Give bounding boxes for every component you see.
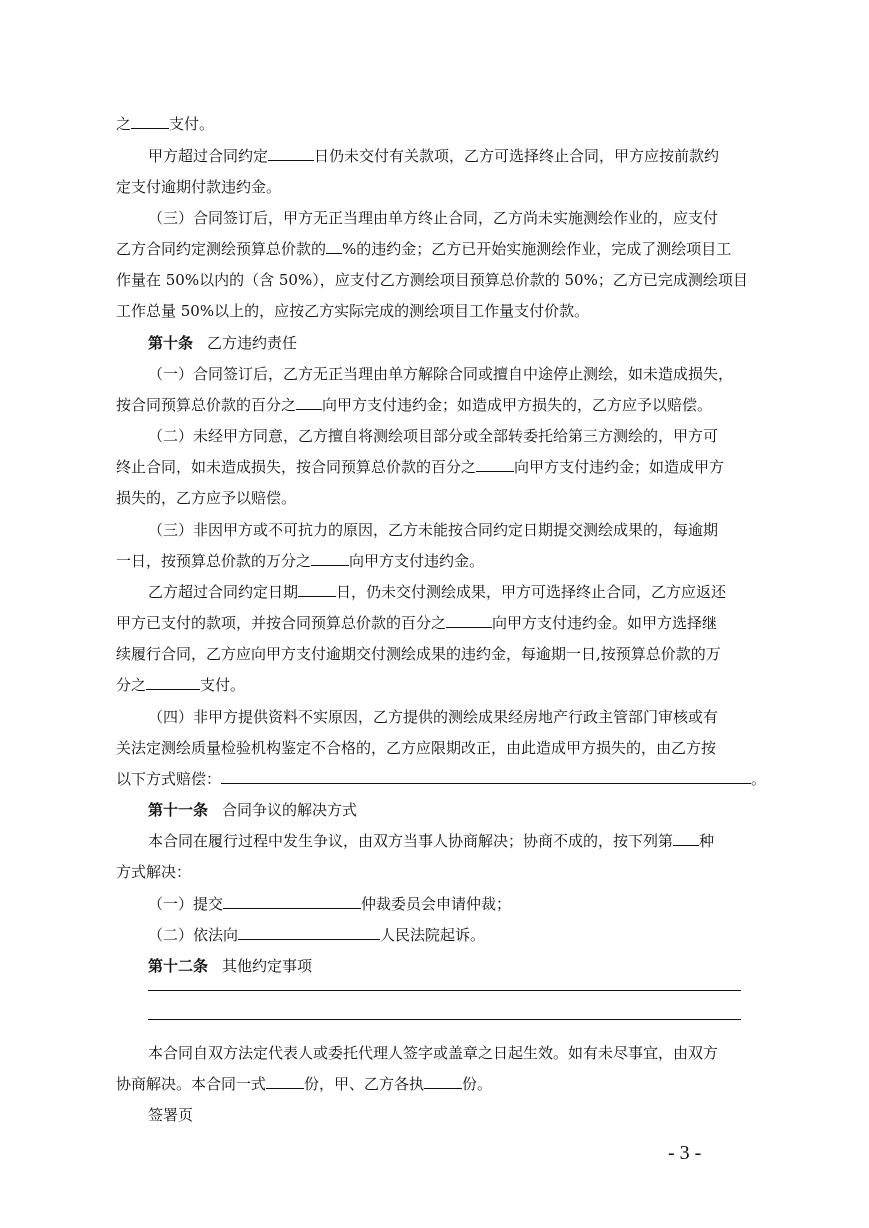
text-line bbox=[116, 639, 721, 669]
text-segment: 仲裁委员会申请仲裁； bbox=[361, 895, 512, 913]
section-heading bbox=[148, 795, 357, 825]
text-segment: 乙方合同约定测绘预算总价款的 bbox=[116, 240, 327, 258]
text-segment: （一）合同签订后，乙方无正当理由单方解除合同或擅自中途停止测绘，如未造成损失， bbox=[148, 365, 734, 383]
section-title: 其他约定事项 bbox=[222, 957, 313, 975]
text-segment: 向甲方支付违约金。 bbox=[349, 552, 485, 570]
text-segment: 支付。 bbox=[200, 676, 246, 694]
page-number: - 3 - bbox=[668, 1142, 702, 1164]
text-line bbox=[116, 452, 724, 482]
blank-field[interactable] bbox=[131, 110, 169, 129]
text-segment: （二）依法向 bbox=[148, 926, 239, 944]
text-line bbox=[148, 920, 485, 950]
text-line bbox=[116, 733, 716, 763]
other-terms-blank-line[interactable] bbox=[148, 1019, 741, 1020]
blank-field[interactable] bbox=[476, 453, 514, 472]
blank-field[interactable] bbox=[673, 827, 699, 846]
text-line bbox=[148, 359, 733, 389]
text-segment: 向甲方支付违约金；如造成甲方损失的，乙方应予以赔偿。 bbox=[322, 396, 713, 414]
text-line bbox=[148, 889, 511, 919]
text-segment: （一）提交 bbox=[148, 895, 224, 913]
text-line bbox=[116, 265, 748, 295]
text-segment: 以下方式赔偿： bbox=[116, 770, 222, 788]
section-heading bbox=[148, 951, 312, 981]
text-segment: 份。 bbox=[462, 1075, 493, 1093]
text-line bbox=[148, 1100, 193, 1130]
section-number: 第十条 bbox=[148, 334, 194, 352]
text-line bbox=[148, 702, 718, 732]
text-segment: 人民法院起诉。 bbox=[380, 926, 486, 944]
text-line bbox=[148, 1038, 718, 1068]
compensation-blank-field[interactable] bbox=[221, 765, 751, 784]
blank-field[interactable] bbox=[296, 391, 322, 410]
text-segment: 终止合同，如未造成损失，按合同预算总价款的百分之 bbox=[116, 458, 477, 476]
text-line bbox=[116, 1069, 492, 1099]
copies-each-blank[interactable] bbox=[424, 1070, 462, 1089]
text-line bbox=[116, 857, 191, 887]
text-segment: 作量在 50%以内的（含 50%），应支付乙方测绘项目预算总价款的 50%；乙方已完成测绘项目 bbox=[116, 271, 748, 289]
text-segment: 日仍未交付有关款项，乙方可选择终止合同，甲方应按前款约 bbox=[314, 147, 720, 165]
text-line bbox=[116, 109, 214, 139]
text-segment: （三）合同签订后，甲方无正当理由单方终止合同，乙方尚未实施测绘作业的，应支付 bbox=[148, 209, 719, 227]
blank-field[interactable] bbox=[298, 578, 336, 597]
text-segment: 协商解决。本合同一式 bbox=[116, 1075, 267, 1093]
section-heading bbox=[148, 328, 297, 358]
text-segment: 份，甲、乙方各执 bbox=[304, 1075, 425, 1093]
text-segment: 方式解决： bbox=[116, 863, 192, 881]
text-segment: 支付。 bbox=[169, 115, 215, 133]
text-segment: 损失的，乙方应予以赔偿。 bbox=[116, 489, 297, 507]
text-line bbox=[116, 546, 484, 576]
section-number: 第十二条 bbox=[148, 957, 209, 975]
text-segment: 向甲方支付违约金；如造成甲方 bbox=[514, 458, 725, 476]
text-line bbox=[148, 141, 719, 171]
text-segment: 之 bbox=[116, 115, 132, 133]
text-segment: 本合同自双方法定代表人或委托代理人签字或盖章之日起生效。如有未尽事宜，由双方 bbox=[148, 1044, 719, 1062]
text-segment: （四）非甲方提供资料不实原因，乙方提供的测绘成果经房地产行政主管部门审核或有 bbox=[148, 708, 719, 726]
text-segment: 。 bbox=[751, 770, 767, 788]
text-segment: 本合同在履行过程中发生争议，由双方当事人协商解决；协商不成的，按下列第 bbox=[148, 832, 674, 850]
text-segment: %的违约金；乙方已开始实施测绘作业，完成了测绘项目工 bbox=[342, 240, 732, 258]
text-line bbox=[116, 764, 766, 794]
text-segment: 按合同预算总价款的百分之 bbox=[116, 396, 297, 414]
text-segment: 定支付逾期付款违约金。 bbox=[116, 178, 282, 196]
blank-field[interactable] bbox=[326, 235, 342, 254]
text-line bbox=[148, 826, 714, 856]
arbitration-committee-blank[interactable] bbox=[223, 890, 361, 909]
text-line bbox=[148, 203, 718, 233]
text-segment: 签署页 bbox=[148, 1106, 194, 1124]
text-line bbox=[116, 483, 296, 513]
text-line bbox=[116, 296, 589, 326]
copies-blank[interactable] bbox=[266, 1070, 304, 1089]
text-segment: 工作总量 50%以上的，应按乙方实际完成的测绘项目工作量支付价款。 bbox=[116, 302, 590, 320]
text-line bbox=[148, 577, 726, 607]
text-segment: 甲方已支付的款项，并按合同预算总价款的百分之 bbox=[116, 614, 447, 632]
blank-field[interactable] bbox=[446, 609, 492, 628]
text-segment: 甲方超过合同约定 bbox=[148, 147, 269, 165]
text-line bbox=[116, 234, 731, 264]
text-segment: 分之 bbox=[116, 676, 147, 694]
text-line bbox=[116, 670, 245, 700]
text-segment: 种 bbox=[699, 832, 715, 850]
text-line bbox=[116, 172, 281, 202]
blank-field[interactable] bbox=[146, 671, 200, 690]
text-line bbox=[116, 390, 712, 420]
section-number: 第十一条 bbox=[148, 801, 209, 819]
text-segment: 续履行合同，乙方应向甲方支付逾期交付测绘成果的违约金，每逾期一日,按预算总价款的万 bbox=[116, 645, 721, 663]
court-blank[interactable] bbox=[238, 921, 380, 940]
other-terms-blank-line[interactable] bbox=[148, 990, 741, 991]
text-segment: 向甲方支付违约金。如甲方选择继 bbox=[492, 614, 718, 632]
text-segment: 一日，按预算总价款的万分之 bbox=[116, 552, 312, 570]
text-segment: 关法定测绘质量检验机构鉴定不合格的，乙方应限期改正，由此造成甲方损失的，由乙方按 bbox=[116, 739, 717, 757]
section-title: 乙方违约责任 bbox=[207, 334, 298, 352]
blank-field[interactable] bbox=[268, 142, 314, 161]
text-segment: （二）未经甲方同意，乙方擅自将测绘项目部分或全部转委托给第三方测绘的，甲方可 bbox=[148, 427, 719, 445]
text-segment: （三）非因甲方或不可抗力的原因，乙方未能按合同约定日期提交测绘成果的，每逾期 bbox=[148, 521, 719, 539]
text-line bbox=[148, 515, 718, 545]
text-segment: 乙方超过合同约定日期 bbox=[148, 583, 299, 601]
text-segment: 日，仍未交付测绘成果，甲方可选择终止合同，乙方应返还 bbox=[336, 583, 727, 601]
text-line bbox=[148, 421, 718, 451]
text-line bbox=[116, 608, 717, 638]
blank-field[interactable] bbox=[311, 547, 349, 566]
section-title: 合同争议的解决方式 bbox=[222, 801, 358, 819]
